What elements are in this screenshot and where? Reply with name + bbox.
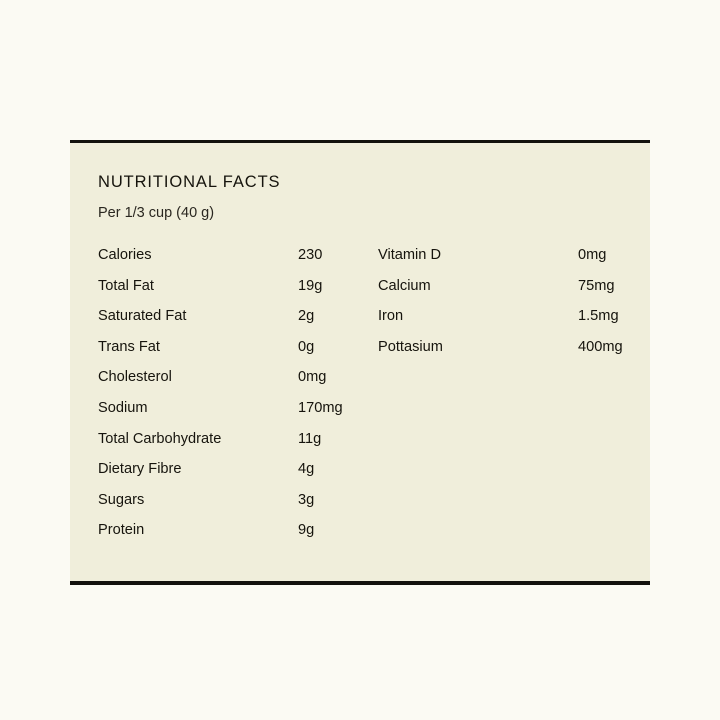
nutrient-label: Sugars <box>98 491 145 508</box>
nutrient-value: 170mg <box>298 399 343 416</box>
nutrient-value: 2g <box>298 308 315 325</box>
panel-bottom-rule <box>70 581 650 585</box>
nutrient-label: Total Fat <box>98 277 154 294</box>
nutrient-value: 0mg <box>298 369 327 386</box>
nutrient-label: Calcium <box>378 277 431 294</box>
nutrient-row <box>98 278 370 309</box>
nutrient-row <box>98 308 370 339</box>
nutrient-label: Protein <box>98 522 145 539</box>
nutrient-value: 1.5mg <box>578 308 619 325</box>
nutrient-value: 4g <box>298 461 315 478</box>
nutrient-value: 3g <box>298 491 315 508</box>
nutrient-row <box>98 431 370 462</box>
nutrient-label: Saturated Fat <box>98 308 187 325</box>
nutrient-row <box>98 369 370 400</box>
nutrition-facts-panel <box>70 140 650 585</box>
nutrient-value: 75mg <box>578 277 615 294</box>
page-title: NUTRITIONAL FACTS <box>98 173 281 191</box>
nutrient-label: Trans Fat <box>98 338 160 355</box>
nutrient-value: 230 <box>298 247 323 263</box>
nutrient-row <box>378 247 650 278</box>
nutrient-label: Cholesterol <box>98 369 172 386</box>
nutrient-value: 400mg <box>578 338 623 355</box>
nutrient-label: Sodium <box>98 399 148 416</box>
nutrient-value: 0g <box>298 338 315 355</box>
nutrient-row <box>98 492 370 523</box>
nutrient-row <box>98 461 370 492</box>
nutrient-value: 19g <box>298 277 323 294</box>
nutrient-column-right <box>370 247 650 553</box>
nutrient-row <box>98 339 370 370</box>
panel-body <box>70 143 650 581</box>
nutrient-row <box>98 400 370 431</box>
nutrient-columns <box>70 247 650 553</box>
nutrient-label: Total Carbohydrate <box>98 430 222 447</box>
nutrient-row <box>98 247 370 278</box>
nutrient-row <box>378 339 650 370</box>
nutrient-row <box>378 278 650 309</box>
nutrient-value: 0mg <box>578 247 607 263</box>
nutrient-label: Vitamin D <box>378 247 441 263</box>
serving-size-text: Per 1/3 cup (40 g) <box>98 205 215 221</box>
nutrient-label: Iron <box>378 308 404 325</box>
nutrient-column-left <box>70 247 370 553</box>
nutrient-row <box>98 522 370 553</box>
nutrient-label: Dietary Fibre <box>98 461 182 478</box>
nutrient-label: Pottasium <box>378 338 443 355</box>
nutrient-row <box>378 308 650 339</box>
nutrient-value: 9g <box>298 522 315 539</box>
nutrient-label: Calories <box>98 247 152 263</box>
nutrient-value: 11g <box>298 430 322 447</box>
